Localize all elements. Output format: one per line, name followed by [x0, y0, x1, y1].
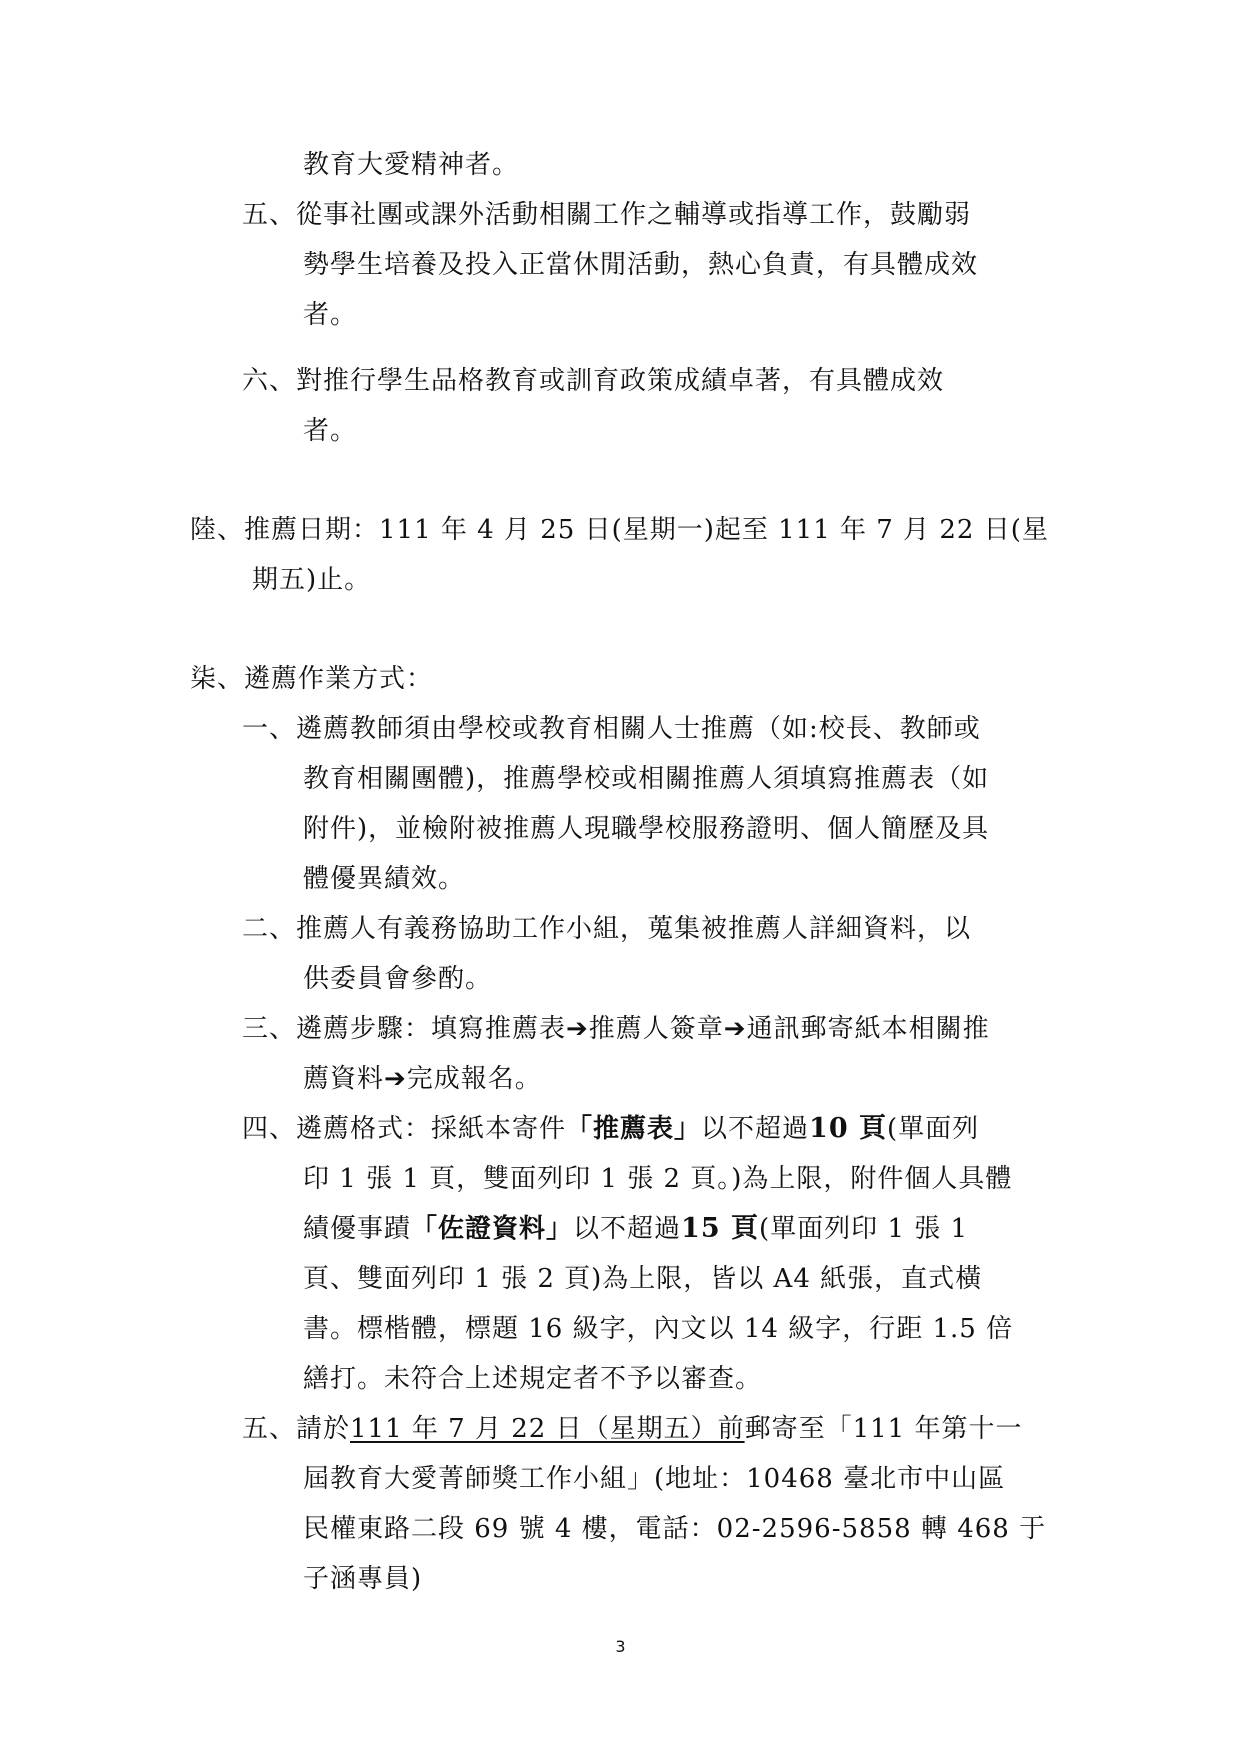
supporting-documents-label: 「佐證資料」: [411, 1214, 574, 1244]
deadline-underlined: 111 年 7 月 22 日（星期五）前: [350, 1414, 745, 1444]
line-15: 供委員會參酌。: [303, 964, 493, 994]
line-21: 頁、雙面列印 1 張 2 頁)為上限，皆以 A4 紙張，直式橫: [303, 1264, 983, 1294]
page-number: 3: [615, 1637, 626, 1656]
line-18: [242, 1112, 979, 1146]
line-26: 民權東路二段 69 號 4 樓，電話：02-2596-5858 轉 468 于: [303, 1514, 1047, 1544]
line-20: [303, 1212, 968, 1246]
line-22: 書。標楷體，標題 16 級字，內文以 14 級字，行距 1.5 倍: [303, 1314, 1014, 1344]
line-12: 附件)，並檢附被推薦人現職學校服務證明、個人簡歷及具: [303, 814, 990, 844]
section-qi-heading: 柒、遴薦作業方式：: [190, 664, 434, 694]
line-10: 一、遴薦教師須由學校或教育相關人士推薦（如:校長、教師或: [242, 714, 981, 744]
line-5: 六、對推行學生品格教育或訓育政策成績卓著，有具體成效: [242, 366, 945, 396]
section-lu-line-2: 期五)止。: [252, 565, 372, 595]
line-27: 子涵專員): [303, 1564, 423, 1594]
line-23: 繕打。未符合上述規定者不予以審查。: [303, 1364, 763, 1394]
page-limit-10: 10 頁: [809, 1113, 888, 1144]
line-24-part-c: 郵寄至「111 年第十一: [744, 1414, 1023, 1444]
line-20-part-e: (單面列印 1 張 1: [759, 1214, 969, 1244]
line-16: 三、遴薦步驟：填寫推薦表➔推薦人簽章➔通訊郵寄紙本相關推: [242, 1014, 990, 1044]
recommendation-form-label: 「推薦表」: [566, 1114, 702, 1144]
line-3: 勢學生培養及投入正當休閒活動，熱心負責，有具體成效: [303, 250, 979, 280]
section-lu-line-1: 陸、推薦日期：111 年 4 月 25 日(星期一)起至 111 年 7 月 22 日(星: [190, 515, 1049, 545]
line-13: 體優異績效。: [303, 864, 466, 894]
line-4: 者。: [303, 300, 358, 330]
line-6: 者。: [303, 416, 358, 446]
line-19: 印 1 張 1 頁，雙面列印 1 張 2 頁。)為上限，附件個人具體: [303, 1164, 1013, 1194]
line-1: 教育大愛精神者。: [303, 150, 520, 180]
line-2: 五、從事社團或課外活動相關工作之輔導或指導工作，鼓勵弱: [242, 200, 972, 230]
line-24: [242, 1412, 1023, 1446]
line-18-part-e: (單面列: [887, 1114, 980, 1144]
line-17: 薦資料➔完成報名。: [303, 1064, 542, 1094]
line-11: 教育相關團體)，推薦學校或相關推薦人須填寫推薦表（如: [303, 764, 990, 794]
page-limit-15: 15 頁: [681, 1213, 760, 1244]
line-24-part-a: 五、請於: [242, 1414, 351, 1444]
line-20-part-c: 以不超過: [573, 1214, 682, 1244]
line-18-part-c: 以不超過: [701, 1114, 810, 1144]
line-18-part-a: 四、遴薦格式：採紙本寄件: [242, 1114, 567, 1144]
line-14: 二、推薦人有義務協助工作小組，蒐集被推薦人詳細資料，以: [242, 914, 972, 944]
line-25: 屆教育大愛菁師獎工作小組」(地址：10468 臺北市中山區: [303, 1464, 1006, 1494]
line-20-part-a: 績優事蹟: [303, 1214, 412, 1244]
